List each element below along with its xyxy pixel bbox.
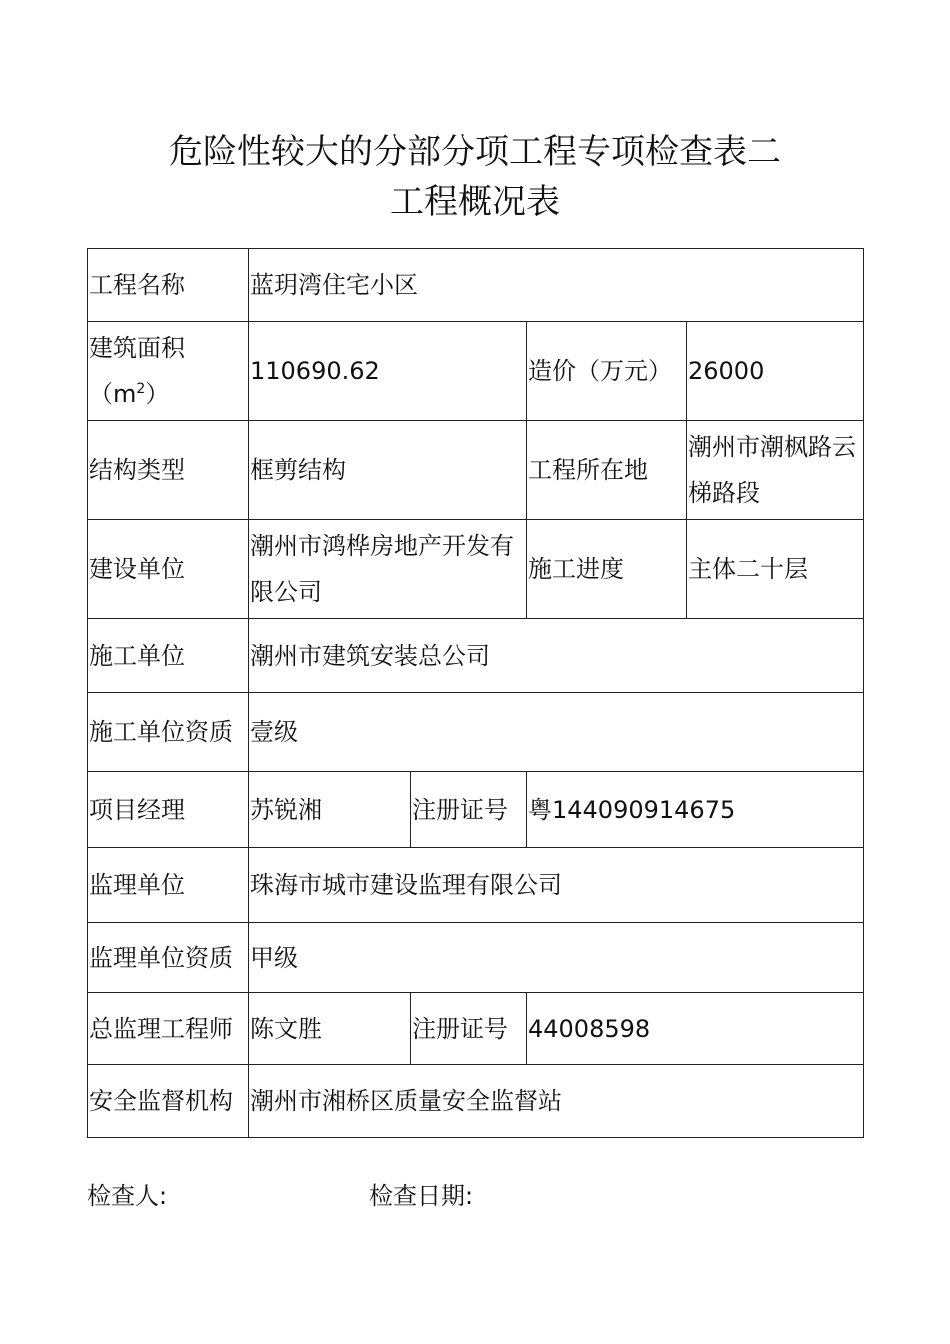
unit-superscript: 2 — [136, 381, 146, 397]
value-builder: 潮州市鸿桦房地产开发有限公司 — [249, 520, 527, 619]
value-project-name: 蓝玥湾住宅小区 — [249, 249, 864, 322]
label-progress: 施工进度 — [527, 520, 687, 619]
table-row — [88, 993, 864, 1065]
document-subtitle: 工程概况表 — [390, 182, 560, 222]
table-row — [88, 619, 864, 693]
label-safety-agency: 安全监督机构 — [88, 1065, 249, 1138]
document-title: 危险性较大的分部分项工程专项检查表二 — [169, 132, 781, 172]
value-structure-type: 框剪结构 — [249, 421, 527, 520]
label-project-manager: 项目经理 — [88, 772, 249, 848]
label-cost: 造价（万元） — [527, 322, 687, 421]
label-supervisor: 监理单位 — [88, 848, 249, 923]
table-row — [88, 249, 864, 322]
label-chief-engineer: 总监理工程师 — [88, 993, 249, 1065]
table-row — [88, 848, 864, 923]
label-chief-registration: 注册证号 — [411, 993, 527, 1065]
table-row — [88, 923, 864, 993]
label-building-area — [88, 322, 249, 421]
value-supervisor: 珠海市城市建设监理有限公司 — [249, 848, 864, 923]
value-project-manager: 苏锐湘 — [249, 772, 411, 848]
label-builder: 建设单位 — [88, 520, 249, 619]
label-project-name: 工程名称 — [88, 249, 249, 322]
value-progress: 主体二十层 — [687, 520, 864, 619]
label-pm-registration: 注册证号 — [411, 772, 527, 848]
table-row — [88, 1065, 864, 1138]
value-building-area: 110690.62 — [249, 322, 527, 421]
label-building-area-text: 建筑面积 — [89, 334, 185, 362]
value-contractor: 潮州市建筑安装总公司 — [249, 619, 864, 693]
label-building-area-unit: $(m^2)$ — [89, 380, 170, 408]
table-row — [88, 322, 864, 421]
value-cost: 26000 — [687, 322, 864, 421]
value-contractor-grade: 壹级 — [249, 693, 864, 772]
label-location: 工程所在地 — [527, 421, 687, 520]
label-contractor-grade: 施工单位资质 — [88, 693, 249, 772]
inspector-label: 检查人: — [87, 1182, 168, 1210]
table-row — [88, 693, 864, 772]
value-chief-registration: 44008598 — [527, 993, 864, 1065]
value-supervisor-grade: 甲级 — [249, 923, 864, 993]
value-pm-registration: 粤144090914675 — [527, 772, 864, 848]
label-contractor: 施工单位 — [88, 619, 249, 693]
label-structure-type: 结构类型 — [88, 421, 249, 520]
label-supervisor-grade: 监理单位资质 — [88, 923, 249, 993]
value-safety-agency: 潮州市湘桥区质量安全监督站 — [249, 1065, 864, 1138]
value-chief-engineer: 陈文胜 — [249, 993, 411, 1065]
inspection-date-label: 检查日期: — [369, 1182, 474, 1210]
table-row — [88, 520, 864, 619]
project-overview-table — [87, 248, 864, 1138]
table-row — [88, 421, 864, 520]
table-row — [88, 772, 864, 848]
value-location: 潮州市潮枫路云梯路段 — [687, 421, 864, 520]
